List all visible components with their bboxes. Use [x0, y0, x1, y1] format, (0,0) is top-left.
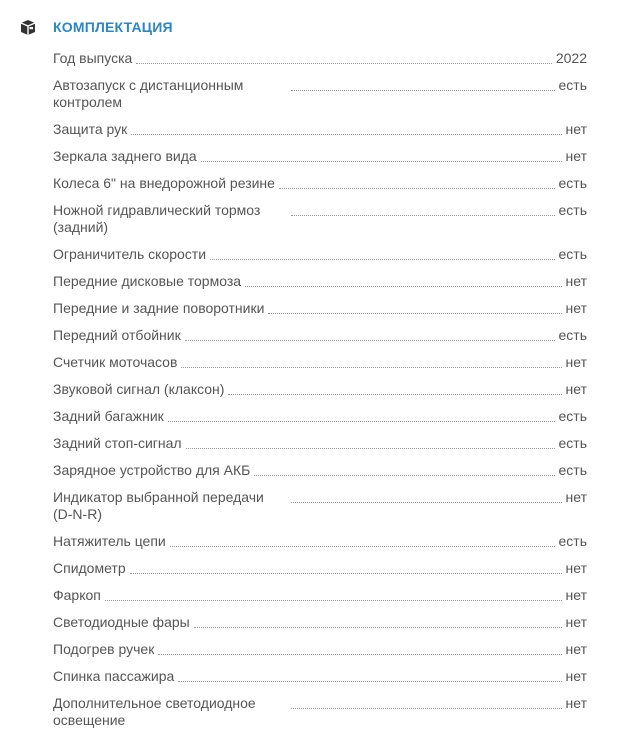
spec-label: Натяжитель цепи [53, 533, 166, 549]
spec-value: нет [565, 614, 587, 630]
spec-value: нет [565, 489, 587, 505]
spec-row [53, 327, 587, 344]
dotted-leader [185, 327, 555, 341]
spec-row [53, 668, 587, 685]
section-header [18, 17, 173, 37]
package-box-icon [18, 17, 38, 37]
spec-value: есть [558, 175, 587, 191]
spec-label: Зарядное устройство для АКБ [53, 462, 251, 478]
spec-row [53, 202, 587, 236]
spec-label: Спидометр [53, 560, 126, 576]
spec-label: Счетчик моточасов [53, 354, 178, 370]
spec-label: Дополнительное светодиодное освещение [53, 695, 256, 728]
spec-row [53, 354, 587, 371]
spec-label: Ножной гидравлический тормоз (задний) [53, 202, 261, 235]
spec-row [53, 246, 587, 263]
spec-label: Зеркала заднего вида [53, 148, 197, 164]
spec-row [53, 435, 587, 452]
spec-value: нет [565, 560, 587, 576]
spec-row [53, 300, 587, 317]
spec-label: Фаркоп [53, 587, 101, 603]
spec-row [53, 408, 587, 425]
spec-value: есть [558, 77, 587, 93]
dotted-leader [228, 381, 561, 395]
dotted-leader [291, 695, 562, 709]
spec-value: нет [565, 121, 587, 137]
spec-value: нет [565, 381, 587, 397]
section-title: КОМПЛЕКТАЦИЯ [53, 19, 173, 35]
spec-value: нет [565, 354, 587, 370]
spec-value: нет [565, 587, 587, 603]
dotted-leader [279, 175, 555, 189]
spec-label: Светодиодные фары [53, 614, 190, 630]
dotted-leader [186, 435, 555, 449]
spec-label: Передние и задние поворотники [53, 300, 265, 316]
spec-value: нет [565, 300, 587, 316]
spec-row [53, 273, 587, 290]
spec-value: нет [565, 641, 587, 657]
spec-label: Индикатор выбранной передачи (D-N-R) [53, 489, 264, 522]
spec-value: 2022 [555, 50, 587, 66]
spec-row [53, 560, 587, 577]
dotted-leader [291, 489, 562, 503]
spec-row [53, 77, 587, 111]
dotted-leader [178, 668, 561, 682]
dotted-leader [170, 533, 555, 547]
spec-row [53, 121, 587, 138]
spec-row [53, 695, 587, 729]
spec-label: Год выпуска [53, 50, 133, 66]
spec-row [53, 587, 587, 604]
dotted-leader [105, 587, 562, 601]
dotted-leader [291, 202, 555, 216]
spec-value: есть [558, 533, 587, 549]
dotted-leader [136, 50, 552, 64]
spec-row [53, 641, 587, 658]
spec-value: нет [565, 148, 587, 164]
dotted-leader [130, 560, 562, 574]
spec-value: есть [558, 202, 587, 218]
spec-row [53, 175, 587, 192]
spec-list [53, 50, 587, 739]
spec-row [53, 148, 587, 165]
spec-label: Задний стоп-сигнал [53, 435, 182, 451]
spec-label: Защита рук [53, 121, 128, 137]
spec-value: есть [558, 246, 587, 262]
dotted-leader [181, 354, 561, 368]
spec-row [53, 533, 587, 550]
spec-row [53, 381, 587, 398]
spec-value: есть [558, 327, 587, 343]
dotted-leader [210, 246, 554, 260]
spec-value: есть [558, 408, 587, 424]
spec-label: Спинка пассажира [53, 668, 175, 684]
dotted-leader [201, 148, 562, 162]
spec-label: Подогрев ручек [53, 641, 155, 657]
spec-row [53, 50, 587, 67]
spec-value: есть [558, 462, 587, 478]
spec-label: Передние дисковые тормоза [53, 273, 242, 289]
dotted-leader [291, 77, 555, 91]
dotted-leader [194, 614, 562, 628]
spec-row [53, 489, 587, 523]
spec-label: Передний отбойник [53, 327, 181, 343]
dotted-leader [168, 408, 555, 422]
spec-value: нет [565, 273, 587, 289]
dotted-leader [158, 641, 561, 655]
spec-value: есть [558, 435, 587, 451]
spec-label: Автозапуск с дистанционным контролем [53, 77, 244, 110]
spec-label: Задний багажник [53, 408, 164, 424]
spec-label: Ограничитель скорости [53, 246, 207, 262]
dotted-leader [254, 462, 554, 476]
spec-label: Звуковой сигнал (клаксон) [53, 381, 225, 397]
spec-row [53, 614, 587, 631]
dotted-leader [131, 121, 561, 135]
dotted-leader [245, 273, 562, 287]
spec-value: нет [565, 695, 587, 711]
spec-value: нет [565, 668, 587, 684]
spec-row [53, 462, 587, 479]
dotted-leader [268, 300, 561, 314]
spec-label: Колеса 6" на внедорожной резине [53, 175, 275, 191]
